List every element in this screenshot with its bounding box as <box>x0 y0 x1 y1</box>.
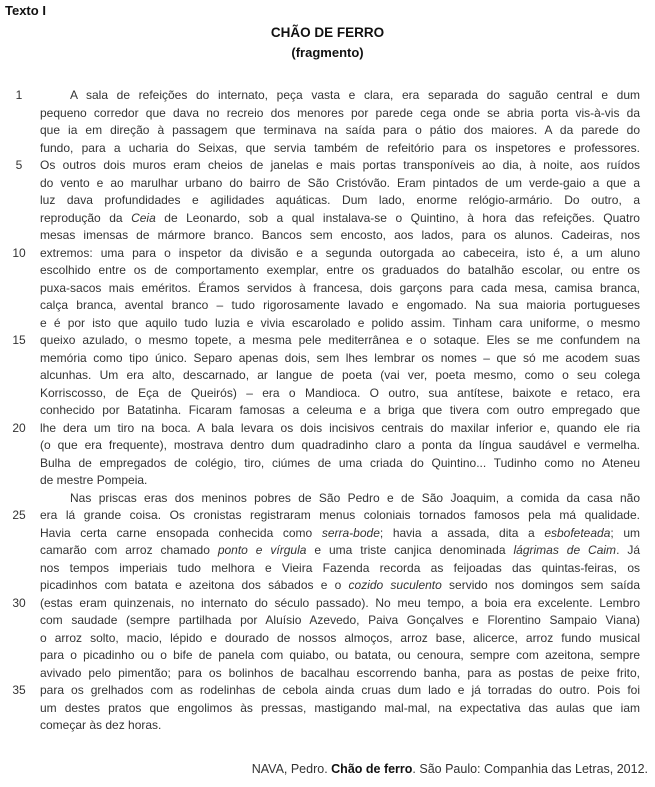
line-text: conhecido por Batatinha. Ficaram famosas a celeuma e a briga que tivera com outro empregado que <box>40 403 640 417</box>
line-number <box>0 542 38 560</box>
line-number <box>0 577 38 595</box>
italic-term: esbofeteada <box>544 525 611 540</box>
line-number <box>0 367 38 385</box>
line-number <box>0 210 38 228</box>
line-number: 30 <box>12 595 26 610</box>
citation-author: NAVA, Pedro. <box>251 761 332 776</box>
italic-term: ponto e vírgula <box>217 543 307 557</box>
text-label: Texto I <box>5 3 46 18</box>
line-number <box>0 437 38 455</box>
text-line <box>0 350 640 368</box>
line-text: para o picadinho ou o bife de panela com quiabo, ou batata, ou cenoura, sempre com azeitona, sempre <box>40 648 640 662</box>
text-body <box>0 87 640 735</box>
text-line <box>0 385 640 403</box>
line-number <box>0 665 38 683</box>
text-line <box>0 140 640 158</box>
line-number <box>0 612 38 630</box>
text-line <box>0 297 640 315</box>
text-line <box>0 542 640 560</box>
line-number <box>0 192 38 210</box>
text-line <box>0 700 640 718</box>
italic-term: Ceia <box>131 210 156 225</box>
line-number: 35 <box>12 683 26 697</box>
line-text: camarão com arroz chamado ponto e vírgula e uma triste canjica denominada lágrimas de Caim. Já <box>40 543 641 557</box>
line-number <box>0 717 38 735</box>
line-text: reprodução da Ceia de Leonardo, sob a qual instalava-se o Quintino, à hora das refeições. Quatro <box>40 210 640 225</box>
line-text: queixo azulado, o mesmo topete, a mesma pele mediterrânea e o sotaque. Eles se me confundem na <box>40 333 640 347</box>
line-number: 5 <box>15 158 23 172</box>
italic-term: lágrimas de Caim <box>513 543 617 557</box>
line-number <box>0 630 38 648</box>
line-text: (estas eram quinzenais, no internato do século passado). No meu tempo, a boia era excelente. Lembro <box>40 595 640 610</box>
line-number <box>0 385 38 403</box>
line-text: com saudade (sempre partilhada por Aluísio Azevedo, Paiva Gonçalves e Florentino Sampaio Viana) <box>40 613 640 627</box>
text-line <box>0 192 640 210</box>
line-text: puxa-sacos mais eméritos. Éramos servidos à francesa, dois garçons para cada mesa, camisa branca, <box>40 280 640 295</box>
line-text: pequeno corredor que dava no recreio dos menores por parede cega onde se abria porta vis-à-vis da <box>40 105 640 120</box>
text-line <box>0 105 640 123</box>
line-number <box>0 105 38 123</box>
line-text: Korriscosso, de Eça de Queirós) – era o Mandioca. O outro, sua antítese, baixote e retaco, era <box>40 385 640 400</box>
text-line <box>0 175 640 193</box>
text-line <box>0 647 640 665</box>
line-number <box>0 280 38 298</box>
text-line <box>0 490 640 508</box>
page-title: CHÃO DE FERRO <box>270 25 385 40</box>
line-text: escolhido entre os de comportamento exemplar, entre os graduados do batalhão escolar, ou entre os <box>40 263 640 277</box>
text-line <box>0 210 640 228</box>
line-text: e é por isto que aquilo tudo luzia e vivia escarolado e polido assim. Tinham cara uniforme, o mesmo <box>40 315 640 330</box>
italic-term: cozido suculento <box>348 578 442 592</box>
line-number <box>0 490 38 508</box>
line-text: começar às dez horas. <box>40 718 162 732</box>
text-line <box>0 560 640 578</box>
line-text: que ia em direção à passagem que terminava na saída para o pátio dos maiores. A da parede do <box>40 123 640 137</box>
line-text: mesas imensas de mármore branco. Bancos sem encosto, aos lados, para os alunos. Cadeiras, nos <box>40 228 640 242</box>
text-line <box>0 227 640 245</box>
text-line <box>0 87 640 105</box>
line-number <box>0 262 38 280</box>
text-line <box>0 682 640 700</box>
text-line <box>0 612 640 630</box>
text-line <box>0 157 640 175</box>
text-line <box>0 420 640 438</box>
line-text: Havia certa carne ensopada conhecida como serra-bode; havia a assada, dita a esbofeteada; um <box>40 525 640 540</box>
text-line <box>0 367 640 385</box>
line-text: Nas priscas eras dos meninos pobres de São Pedro e de São Joaquim, a comida da casa não <box>70 490 640 505</box>
line-number <box>0 350 38 368</box>
line-number <box>0 525 38 543</box>
text-line <box>0 472 640 490</box>
line-text: extremos: uma para o inspetor da divisão e a segunda outorgada ao cabeceira, isto é, a um aluno <box>40 245 640 260</box>
text-line <box>0 280 640 298</box>
line-number <box>0 140 38 158</box>
line-number <box>0 297 38 315</box>
text-line <box>0 455 640 473</box>
line-text: avivado pelo pimentão; para os bolinhos de bacalhau escorrendo banha, para as postas de peixe frito, <box>40 665 640 680</box>
citation <box>0 762 655 777</box>
line-number <box>0 227 38 245</box>
line-text: memória como tipo único. Separo apenas dois, sem lhes lembrar os nomes – que só me acodem suas <box>40 350 640 365</box>
line-text: para os grelhados com as rodelinhas de cebola ainda cruas dum lado e já torradas do outro. Pois foi <box>40 683 640 697</box>
line-text: calça branca, avental branco – tudo rigorosamente lavado e engomado. Na sua maioria portugueses <box>40 298 640 312</box>
line-number <box>0 315 38 333</box>
line-text: lhe dera um tiro na boca. A bala levara os dois incisivos centrais do maxilar inferior e, quando ele ria <box>40 420 640 435</box>
line-text: o arroz solto, macio, lépido e dourado de nossos almoços, arroz base, alicerce, arroz fundo musical <box>40 630 640 645</box>
text-line <box>0 595 640 613</box>
line-number: 1 <box>15 88 23 102</box>
text-line <box>0 577 640 595</box>
line-number <box>0 175 38 193</box>
line-text: Bulha de empregados de colégio, tiro, ciúmes de uma criada do Quintino... Tudinho como no Ateneu <box>40 455 640 470</box>
line-text: luz dava profundidades e agilidades aquáticas. Dum lado, enorme relógio-armário. Do outro, a <box>40 193 640 207</box>
line-number <box>0 647 38 665</box>
text-line <box>0 437 640 455</box>
text-line <box>0 717 640 735</box>
text-line <box>0 402 640 420</box>
citation-publisher: . São Paulo: Companhia das Letras, 2012. <box>412 761 648 776</box>
line-text: de mestre Pompeia. <box>40 473 148 487</box>
line-text: Os outros dois muros eram cheios de janelas e mais portas transponíveis ao dia, à noite, aos ruídos <box>40 158 640 172</box>
text-line <box>0 315 640 333</box>
line-text: era lá grande coisa. Os cronistas registraram menus coloniais tornados famosos pela má qualidade. <box>40 508 640 522</box>
line-text: um destes pratos que engolimos às pressas, mastigando mal-mal, na expectativa das aulas que iam <box>40 700 640 715</box>
text-line <box>0 332 640 350</box>
line-text: (o que era frequente), mostrava dentro dum quadradinho claro a ponta da língua saudável e vermelha. <box>40 438 640 452</box>
text-line <box>0 525 640 543</box>
line-number <box>0 560 38 578</box>
line-number: 10 <box>12 245 26 260</box>
text-line <box>0 122 640 140</box>
line-number <box>0 700 38 718</box>
line-number: 25 <box>12 508 26 522</box>
line-number <box>0 472 38 490</box>
line-number: 15 <box>12 333 26 347</box>
text-line <box>0 262 640 280</box>
text-line <box>0 245 640 263</box>
line-text: picadinhos com batata e azeitona dos sábados e o cozido suculento servido nos domingos sem saída <box>40 578 640 592</box>
line-text: fundo, para a ucharia do Seixas, que servia também de refeitório para os inspetores e professores. <box>40 140 640 155</box>
line-text: nos tempos imperiais tudo melhora e Vieira Fazenda recorda as feijoadas das quintas-feiras, os <box>40 560 640 575</box>
line-text: do vento e ao marulhar urbano do bairro de São Cristóvão. Eram pintados de um verde-gaio a que a <box>40 175 640 190</box>
text-line <box>0 630 640 648</box>
line-number <box>0 402 38 420</box>
text-line <box>0 665 640 683</box>
line-text: A sala de refeições do internato, peça vasta e clara, era separada do saguão central e dum <box>70 88 640 102</box>
citation-book-title: Chão de ferro <box>331 761 413 776</box>
line-text: alcunhas. Um era alto, descarnado, ar langue de poeta (vai ver, poeta mesmo, como o seu colega <box>40 368 640 382</box>
line-number: 20 <box>12 420 26 435</box>
line-number <box>0 122 38 140</box>
text-line <box>0 507 640 525</box>
line-number <box>0 455 38 473</box>
italic-term: serra-bode <box>321 525 380 540</box>
page-subtitle: (fragmento) <box>291 45 364 60</box>
